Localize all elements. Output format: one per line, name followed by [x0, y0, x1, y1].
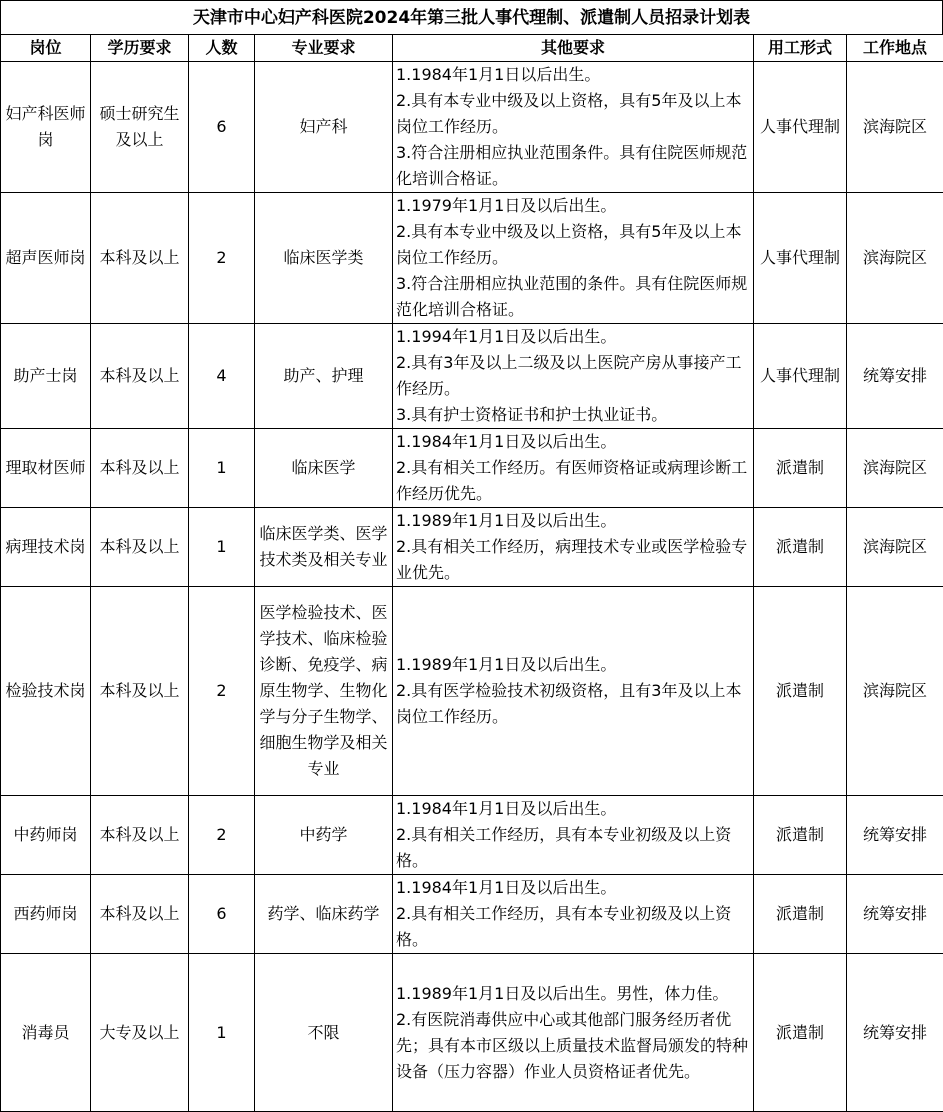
requirement-line: 1.1989年1月1日及以后出生。: [396, 508, 750, 534]
cell-major: 妇产科: [255, 62, 393, 193]
cell-location: 滨海院区: [847, 429, 943, 508]
cell-education: 本科及以上: [91, 796, 189, 875]
cell-location: 统筹安排: [847, 954, 943, 1112]
cell-major: 医学检验技术、医学技术、临床检验诊断、免疫学、病原生物学、生物化学与分子生物学、细胞生物学及相关专业: [255, 587, 393, 796]
requirement-line: 1.1984年1月1日及以后出生。: [396, 875, 750, 901]
requirement-line: 2.具有相关工作经历，具有本专业初级及以上资格。: [396, 901, 750, 953]
table-row: [1, 508, 943, 587]
table-row: [1, 875, 943, 954]
cell-education: 大专及以上: [91, 954, 189, 1112]
requirement-line: 2.具有医学检验技术初级资格，且有3年及以上本岗位工作经历。: [396, 678, 750, 730]
cell-other-requirements: [393, 193, 754, 324]
cell-major: 不限: [255, 954, 393, 1112]
requirement-line: 2.具有相关工作经历。有医师资格证或病理诊断工作经历优先。: [396, 455, 750, 507]
cell-major: 临床医学类、医学技术类及相关专业: [255, 508, 393, 587]
cell-other-requirements: [393, 324, 754, 429]
cell-major: 中药学: [255, 796, 393, 875]
cell-education: 本科及以上: [91, 587, 189, 796]
requirement-line: 2.具有相关工作经历，病理技术专业或医学检验专业优先。: [396, 534, 750, 586]
cell-post: 妇产科医师岗: [1, 62, 91, 193]
cell-count: 1: [189, 508, 255, 587]
requirement-line: 2.有医院消毒供应中心或其他部门服务经历者优先；具有本市区级以上质量技术监督局颁发的特种设备（压力容器）作业人员资格证者优先。: [396, 1007, 750, 1085]
cell-location: 统筹安排: [847, 796, 943, 875]
table-row: [1, 62, 943, 193]
cell-other-requirements: [393, 954, 754, 1112]
cell-other-requirements: [393, 796, 754, 875]
cell-location: 滨海院区: [847, 62, 943, 193]
cell-post: 消毒员: [1, 954, 91, 1112]
cell-post: 超声医师岗: [1, 193, 91, 324]
table-row: [1, 429, 943, 508]
cell-location: 滨海院区: [847, 587, 943, 796]
requirement-line: 1.1984年1月1日及以后出生。: [396, 429, 750, 455]
requirement-line: 1.1979年1月1日及以后出生。: [396, 193, 750, 219]
cell-major: 助产、护理: [255, 324, 393, 429]
header-post: 岗位: [1, 35, 91, 62]
cell-other-requirements: [393, 508, 754, 587]
requirement-line: 2.具有相关工作经历，具有本专业初级及以上资格。: [396, 822, 750, 874]
cell-employment: 派遣制: [754, 587, 847, 796]
table-row: [1, 796, 943, 875]
header-count: 人数: [189, 35, 255, 62]
cell-count: 6: [189, 62, 255, 193]
header-employment: 用工形式: [754, 35, 847, 62]
requirement-line: 2.具有3年及以上二级及以上医院产房从事接产工作经历。: [396, 350, 750, 402]
cell-post: 助产士岗: [1, 324, 91, 429]
cell-employment: 派遣制: [754, 875, 847, 954]
cell-location: 滨海院区: [847, 193, 943, 324]
cell-major: 临床医学: [255, 429, 393, 508]
cell-count: 6: [189, 875, 255, 954]
cell-location: 统筹安排: [847, 875, 943, 954]
cell-education: 本科及以上: [91, 875, 189, 954]
header-major: 专业要求: [255, 35, 393, 62]
requirement-line: 1.1989年1月1日及以后出生。男性，体力佳。: [396, 981, 750, 1007]
cell-other-requirements: [393, 587, 754, 796]
cell-count: 2: [189, 193, 255, 324]
requirement-line: 1.1994年1月1日及以后出生。: [396, 324, 750, 350]
cell-employment: 派遣制: [754, 796, 847, 875]
requirement-line: 3.符合注册相应执业范围的条件。具有住院医师规范化培训合格证。: [396, 271, 750, 323]
cell-employment: 人事代理制: [754, 193, 847, 324]
header-other: 其他要求: [393, 35, 754, 62]
cell-count: 2: [189, 587, 255, 796]
cell-post: 检验技术岗: [1, 587, 91, 796]
cell-major: 药学、临床药学: [255, 875, 393, 954]
cell-education: 硕士研究生及以上: [91, 62, 189, 193]
requirement-line: 3.具有护士资格证书和护士执业证书。: [396, 402, 750, 428]
table-row: [1, 587, 943, 796]
cell-education: 本科及以上: [91, 508, 189, 587]
cell-employment: 人事代理制: [754, 324, 847, 429]
cell-employment: 派遣制: [754, 429, 847, 508]
requirement-line: 2.具有本专业中级及以上资格，具有5年及以上本岗位工作经历。: [396, 219, 750, 271]
header-row: [1, 35, 943, 62]
requirement-line: 2.具有本专业中级及以上资格，具有5年及以上本岗位工作经历。: [396, 88, 750, 140]
table-row: [1, 324, 943, 429]
cell-other-requirements: [393, 875, 754, 954]
cell-location: 滨海院区: [847, 508, 943, 587]
requirement-line: 1.1984年1月1日及以后出生。: [396, 796, 750, 822]
cell-post: 西药师岗: [1, 875, 91, 954]
cell-post: 理取材医师: [1, 429, 91, 508]
cell-post: 中药师岗: [1, 796, 91, 875]
cell-count: 2: [189, 796, 255, 875]
cell-location: 统筹安排: [847, 324, 943, 429]
cell-count: 1: [189, 429, 255, 508]
cell-employment: 派遣制: [754, 508, 847, 587]
cell-other-requirements: [393, 62, 754, 193]
cell-post: 病理技术岗: [1, 508, 91, 587]
requirement-line: 3.符合注册相应执业范围条件。具有住院医师规范化培训合格证。: [396, 140, 750, 192]
cell-count: 1: [189, 954, 255, 1112]
cell-education: 本科及以上: [91, 429, 189, 508]
cell-other-requirements: [393, 429, 754, 508]
requirement-line: 1.1984年1月1日以后出生。: [396, 62, 750, 88]
cell-education: 本科及以上: [91, 324, 189, 429]
table-row: [1, 193, 943, 324]
cell-count: 4: [189, 324, 255, 429]
sheet-title: 天津市中心妇产科医院2024年第三批人事代理制、派遣制人员招录计划表: [0, 0, 943, 34]
header-education: 学历要求: [91, 35, 189, 62]
cell-major: 临床医学类: [255, 193, 393, 324]
cell-employment: 人事代理制: [754, 62, 847, 193]
cell-education: 本科及以上: [91, 193, 189, 324]
cell-employment: 派遣制: [754, 954, 847, 1112]
recruitment-table: [0, 34, 943, 1112]
table-row: [1, 954, 943, 1112]
header-location: 工作地点: [847, 35, 943, 62]
requirement-line: 1.1989年1月1日及以后出生。: [396, 652, 750, 678]
